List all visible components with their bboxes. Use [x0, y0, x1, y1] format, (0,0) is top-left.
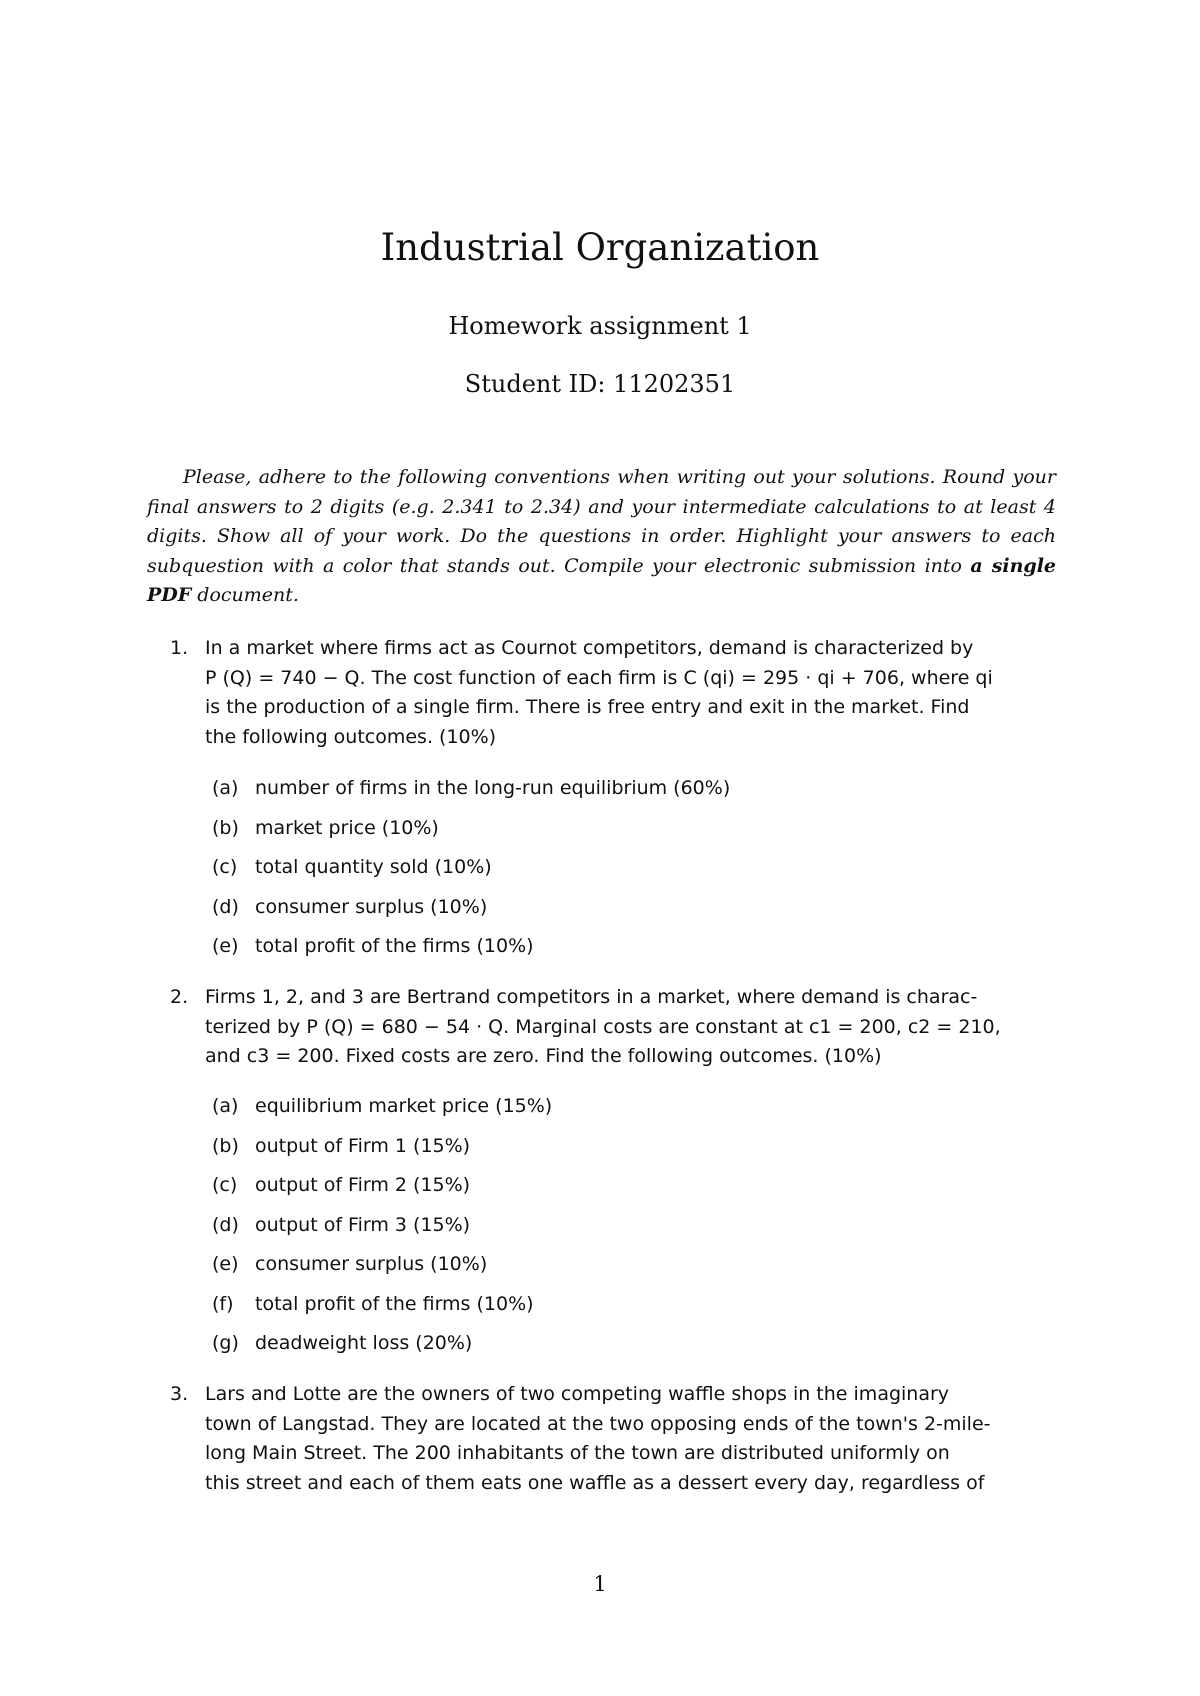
question-number: 2. [170, 986, 189, 1008]
subquestion-text: deadweight loss (20%) [255, 1332, 473, 1354]
subquestion [212, 932, 730, 972]
subquestion-label: (d) [212, 1213, 239, 1236]
subquestion-text: total profit of the firms (10%) [255, 935, 534, 957]
instructions-bold: a single PDF [147, 554, 1057, 606]
subquestion-label: (e) [212, 935, 239, 957]
question-line: Firms 1, 2, and 3 are Bertrand competitors in a market, where demand is charac- [205, 986, 978, 1008]
subquestion [212, 853, 730, 893]
question-line: Lars and Lotte are the owners of two competing waffle shops in the imaginary [205, 1383, 950, 1405]
subquestion-text: output of Firm 3 (15%) [255, 1213, 471, 1236]
subquestion [212, 1329, 552, 1369]
question-2 [170, 983, 1056, 1072]
subquestion-text: output of Firm 1 (15%) [255, 1134, 471, 1157]
subquestion [212, 1092, 552, 1132]
subquestion [212, 774, 730, 814]
subquestion-label: (a) [212, 777, 239, 799]
subquestion [212, 814, 730, 854]
subquestion [212, 1132, 552, 1172]
subquestion-label: (g) [212, 1332, 239, 1354]
subquestion [212, 1290, 552, 1330]
subquestion-label: (f) [212, 1292, 234, 1315]
subquestion-text: market price (10%) [255, 816, 439, 839]
question-line: In a market where firms act as Cournot competitors, demand is characterized by [205, 637, 974, 659]
subquestion-label: (c) [212, 1174, 238, 1196]
question-2-subquestions [212, 1092, 552, 1369]
subquestion-text: total quantity sold (10%) [255, 856, 492, 878]
subquestion [212, 1171, 552, 1211]
subquestion-label: (a) [212, 1095, 239, 1117]
question-body [205, 1380, 1056, 1498]
subquestion-label: (d) [212, 895, 239, 918]
question-line: long Main Street. The 200 inhabitants of the town are distributed uniformly on [205, 1442, 950, 1464]
question-line: terized by P (Q) = 680 − 54 · Q. Marginal costs are constant at c1 = 200, c2 = 210, [205, 1015, 1001, 1038]
subquestion-label: (b) [212, 1134, 239, 1157]
subquestion-text: equilibrium market price (15%) [255, 1095, 553, 1117]
question-3 [170, 1380, 1056, 1498]
question-line: P (Q) = 740 − Q. The cost function of each firm is C (qi) = 295 · qi + 706, where qi [205, 666, 993, 689]
question-body [205, 983, 1056, 1072]
subquestion-text: total profit of the firms (10%) [255, 1292, 534, 1315]
subquestion-label: (e) [212, 1253, 239, 1275]
subquestion-text: consumer surplus (10%) [255, 895, 488, 918]
subquestion-text: output of Firm 2 (15%) [255, 1174, 471, 1196]
subquestion-label: (c) [212, 856, 238, 878]
subquestion-label: (b) [212, 816, 239, 839]
question-line: is the production of a single firm. There is free entry and exit in the market. Find [205, 696, 970, 718]
question-line: this street and each of them eats one waffle as a dessert every day, regardless of [205, 1471, 985, 1494]
question-number: 3. [170, 1383, 189, 1405]
subquestion [212, 1250, 552, 1290]
document-subtitle: Homework assignment 1 [448, 312, 752, 340]
document-title: Industrial Organization [380, 226, 820, 269]
question-number: 1. [170, 637, 189, 659]
question-body [205, 634, 1056, 752]
question-line: and c3 = 200. Fixed costs are zero. Find the following outcomes. (10%) [205, 1045, 882, 1067]
instructions-tail: document. [191, 584, 299, 606]
instructions-paragraph [147, 463, 1056, 611]
question-1-subquestions [212, 774, 730, 972]
instructions-text: Please, adhere to the following conventions when writing out your solutions. Round your final answers to 2 digits (e.g. 2.341 to 2.34) and your intermediate calculations to at least 4 digits. Show all of your work. Do the questions in order. Highlight your answers to each subquestion with a color that stands out. Compile your electronic submission into [147, 466, 1056, 577]
student-id: Student ID: 11202351 [464, 370, 736, 398]
question-line: the following outcomes. (10%) [205, 725, 497, 748]
page-number: 1 [593, 1572, 607, 1596]
subquestion [212, 1211, 552, 1251]
subquestion [212, 893, 730, 933]
question-1 [170, 634, 1056, 752]
subquestion-text: number of firms in the long-run equilibrium (60%) [255, 777, 731, 799]
question-line: town of Langstad. They are located at the two opposing ends of the town's 2-mile- [205, 1412, 991, 1435]
subquestion-text: consumer surplus (10%) [255, 1253, 488, 1275]
